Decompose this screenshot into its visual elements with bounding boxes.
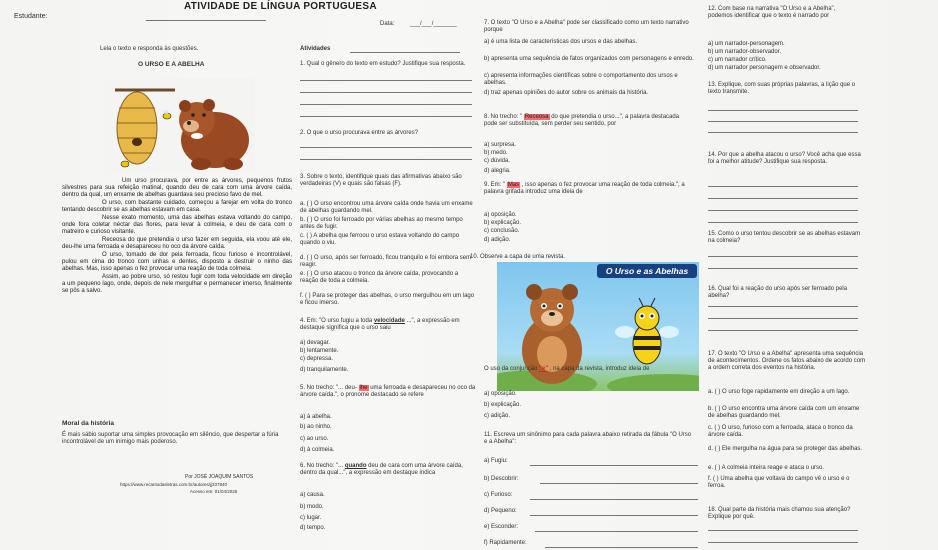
story-paragraph-6: Assim, ao pobre urso, só restou fugir com toda velocidade em direção a um pequeno lago, onde, depois de nele mergulhar e permanecer imerso, finalmente se pôs a salvo.: [62, 274, 292, 294]
moral-text: É mais sábio suportar uma simples provocação em silêncio, que despertar a fúria incontrolável de um inimigo mais poderoso.: [62, 432, 279, 445]
q3-option-a[interactable]: a. ( ) O urso encontrou uma árvore caída onde havia um enxame de abelhas guardando mel.: [300, 201, 473, 214]
student-name-line[interactable]: [146, 20, 266, 21]
q17-item-a[interactable]: a. ( ) O urso foge rapidamente em direção a um lago.: [708, 389, 850, 395]
q6-option-a[interactable]: a) causa.: [300, 492, 325, 498]
answer-line-1d[interactable]: [300, 116, 472, 117]
question-14: 14. Por que a abelha atacou o urso? Você acha que essa foi a melhor atitude? Justifique sua resposta.: [708, 152, 861, 165]
answer-line-1c[interactable]: [300, 104, 472, 105]
q11-item-f: f) Rapidamente:: [484, 540, 527, 546]
q5-text-post: uma ferroada e desapareceu no oco da árvore caída.", o pronome destacado se refere: [300, 385, 476, 398]
q7-option-c[interactable]: c) apresenta informações científicas sobre o comportamento dos ursos e abelhas.: [484, 73, 678, 86]
access-date: Acesso em: 01/04/2025: [190, 489, 238, 494]
beehive-icon: [117, 92, 157, 164]
bear-beehive-illustration: [105, 78, 255, 173]
answer-line-1a[interactable]: [300, 80, 472, 81]
q17-item-c[interactable]: c. ( ) O urso, furioso com a ferroada, ataca o tronco da árvore caída.: [708, 425, 853, 438]
q17-item-b[interactable]: b. ( ) O urso encontra uma árvore caída com um enxame de abelhas guardando mel.: [708, 406, 860, 419]
q8-highlight-word: Receosa: [524, 114, 549, 120]
q17-item-e[interactable]: e. ( ) A colmeia inteira reage e ataca o urso.: [708, 465, 825, 471]
q11-item-a: a) Fugiu:: [484, 458, 508, 464]
q6-option-b[interactable]: b) modo.: [300, 504, 324, 510]
q12-option-c[interactable]: c) um narrador crítico.: [708, 57, 767, 63]
question-18: 18. Qual parte da história mais chamou sua atenção? Explique por quê.: [708, 507, 851, 520]
q5-highlight-word: lhe: [359, 385, 368, 391]
answer-line-15a[interactable]: [708, 256, 858, 257]
question-5: [300, 385, 480, 399]
answer-line-13c[interactable]: [708, 132, 858, 133]
story-body: [62, 178, 292, 296]
q5-option-b[interactable]: b) ao ninho.: [300, 424, 332, 430]
q5-option-a[interactable]: a) à abelha.: [300, 414, 332, 420]
q7-option-a[interactable]: a) é uma lista de características dos ursos e das abelhas.: [484, 39, 638, 45]
story-paragraph-5: O urso, tomado de dor pela ferroada, ficou furioso e incontrolável, pulou em cima do tronco com unhas e dentes, disposto a destruir o ninho das abelhas. Mas, isso apenas o fez provocar uma reação de toda colmeia.: [62, 252, 292, 272]
q3-option-b[interactable]: b. ( ) O urso foi ferroado por várias abelhas ao mesmo tempo antes de fugir.: [300, 217, 463, 230]
answer-line-14d[interactable]: [708, 222, 858, 223]
q10-option-a[interactable]: a) oposição.: [484, 391, 517, 397]
answer-line-14a[interactable]: [708, 186, 858, 187]
question-7: 7. O texto "O Urso e a Abelha" pode ser classificado como um texto narrativo porque: [484, 20, 689, 33]
story-paragraph-3: Nesse exato momento, uma das abelhas estava voltando do campo, onde fora coletar néctar das flores, para levar à colmeia, e deu de cara com o matreiro e curioso visitante.: [62, 215, 292, 235]
q8-text-post: do que pretendia o urso...", a palavra destacada pode ser substituída, sem perder seu sentido, por: [484, 114, 680, 127]
q3-option-d[interactable]: d. ( ) O urso, após ser ferroado, ficou tranquilo e foi embora sem reagir.: [300, 255, 472, 268]
q9-option-b[interactable]: b) explicação.: [484, 220, 522, 226]
student-label: Estudante:: [14, 13, 48, 20]
q3-option-e[interactable]: e. ( ) O urso atacou o tronco da árvore caída, provocando a reação de toda a colmeia.: [300, 271, 459, 284]
q4-option-d[interactable]: d) tranquilamente.: [300, 367, 349, 373]
q11-answer-a[interactable]: [530, 465, 698, 466]
q6-text-post: deu de cara com uma árvore caída, dentro da qual...", a expressão em destaque indica: [300, 463, 463, 476]
answer-line-15b[interactable]: [708, 268, 858, 269]
q7-option-d[interactable]: d) traz apenas opiniões do autor sobre os animais da história.: [484, 90, 649, 96]
q9-option-a[interactable]: a) oposição.: [484, 212, 517, 218]
q5-option-d[interactable]: d) à colmeia.: [300, 447, 335, 453]
q5-text-pre: 5. No trecho: "... deu-: [300, 385, 357, 391]
q10-text-post: , na capa da revista, introduz ideia de: [549, 366, 650, 372]
q12-option-d[interactable]: d) um narrador personagem e observador.: [708, 65, 821, 71]
q11-answer-f[interactable]: [545, 547, 698, 548]
answer-line-16b[interactable]: [708, 318, 858, 319]
answer-line-16c[interactable]: [708, 330, 858, 331]
q5-option-c[interactable]: c) ao urso.: [300, 436, 329, 442]
instruction-text: Leia o texto e responda às questões.: [100, 46, 199, 52]
q10-text-pre: O uso da conjunção: [484, 366, 538, 372]
q6-highlight-word: quando: [344, 463, 367, 469]
q12-option-b[interactable]: b) um narrador-observador.: [708, 49, 782, 55]
answer-line-13a[interactable]: [708, 110, 858, 111]
question-9: [484, 182, 694, 196]
question-13: 13. Explique, com suas próprias palavras, a lição que o texto transmite.: [708, 82, 856, 95]
answer-line-13b[interactable]: [708, 121, 858, 122]
question-8: [484, 114, 694, 128]
q11-answer-e[interactable]: [535, 531, 698, 532]
q3-option-f[interactable]: f. ( ) Para se proteger das abelhas, o urso mergulhou em um lago e ficou imerso.: [300, 293, 475, 306]
question-3: 3. Sobre o texto, identifique quais das afirmativas abaixo são verdadeiras (V) e quais são falsas (F).: [300, 174, 462, 187]
question-11: 11. Escreva um sinônimo para cada palavra abaixo retirada da fábula "O Urso e a Abelha":: [484, 432, 692, 445]
q4-highlight-word: velocidade: [373, 318, 405, 324]
magazine-title: O Urso e as Abelhas: [605, 266, 689, 276]
q11-answer-c[interactable]: [530, 499, 698, 500]
q17-item-f[interactable]: f. ( ) Uma abelha que voltava do campo vê o urso e o ferroa.: [708, 476, 850, 489]
question-6: [300, 463, 480, 477]
q4-text-post: ...", a expressão em destaque significa que o urso saiu: [300, 318, 460, 331]
q6-option-c[interactable]: c) lugar.: [300, 515, 322, 521]
q11-answer-b[interactable]: [540, 483, 698, 484]
answer-line-2a[interactable]: [300, 147, 472, 148]
question-16: 16. Qual foi a reação do urso após ser ferroado pela abelha?: [708, 286, 848, 299]
q7-option-b[interactable]: b) apresenta uma sequência de fatos organizados com personagens e enredo.: [484, 56, 694, 62]
date-field[interactable]: ___/___/_______: [410, 21, 457, 27]
activities-line: [350, 52, 460, 53]
q10-option-c[interactable]: c) adição.: [484, 413, 511, 419]
q4-option-c[interactable]: c) depressa.: [300, 356, 334, 362]
q8-text-pre: 8. No trecho: ": [484, 114, 523, 120]
question-12: 12. Com base na narrativa "O Urso e a Abelha", podemos identificar que o texto é narrado por: [708, 6, 836, 19]
question-4: [300, 318, 480, 332]
q11-item-d: d) Pequeno:: [484, 508, 517, 514]
q9-text-pre: 9. Em: ": [484, 182, 506, 188]
question-1: 1. Qual o gênero do texto em estudo? Justifique sua resposta.: [300, 61, 466, 67]
question-2: 2. O que o urso procurava entre as árvores?: [300, 130, 419, 136]
source-link[interactable]: https://www.recantodasletras.com.br/autores/jj337840: [120, 482, 228, 487]
answer-line-14b[interactable]: [708, 198, 858, 199]
q4-option-a[interactable]: a) devagar.: [300, 340, 331, 346]
q12-option-a[interactable]: a) um narrador-personagem.: [708, 41, 785, 47]
author-credit: Por JOSÉ JOAQUIM SANTOS: [185, 474, 254, 480]
question-10: 10. Observe a capa de uma revista.: [470, 254, 566, 260]
q9-text-post: , isso apenas o fez provocar uma reação de toda colmeia.", a palavra grifada introduz uma ideia de: [484, 182, 685, 195]
answer-line-16a[interactable]: [708, 306, 858, 307]
q10-option-b[interactable]: b) explicação.: [484, 402, 522, 408]
story-paragraph-1: Um urso procurava, por entre as árvores, pequenos frutos silvestres para sua refeição matinal, quando deu de cara com uma árvore caída, dentro da qual, um enxame de abelhas guardava seu precioso favo de mel.: [62, 178, 292, 198]
answer-line-1b[interactable]: [300, 92, 472, 93]
q9-highlight-word: Mas: [507, 182, 520, 188]
answer-line-18a[interactable]: [708, 530, 858, 531]
q11-item-b: b) Descobrir:: [484, 476, 519, 482]
moral-title: Moral da história: [62, 420, 115, 427]
activities-label: Atividades: [300, 46, 331, 52]
answer-line-2b[interactable]: [300, 159, 472, 160]
q6-text-pre: 6. No trecho: "...: [300, 463, 344, 469]
q17-item-d[interactable]: d. ( ) Ele mergulha na água para se proteger das abelhas.: [708, 446, 863, 452]
story-title: O URSO E A ABELHA: [138, 61, 205, 68]
q11-item-c: c) Furioso:: [484, 492, 513, 498]
q10-highlight-word: "e": [539, 366, 549, 372]
answer-line-14c[interactable]: [708, 210, 858, 211]
q9-option-c[interactable]: c) conclusão.: [484, 228, 520, 234]
question-17: 17. O texto "O Urso e a Abelha" apresenta uma sequência de acontecimentos. Ordene os fatos abaixo de acordo com a ordem correta dos eventos na história.: [708, 351, 866, 371]
story-paragraph-2: O urso, com bastante cuidado, começou a farejar em volta do tronco tentando descobrir se as abelhas estavam em casa.: [62, 200, 292, 213]
answer-line-18b[interactable]: [708, 542, 858, 543]
q4-option-b[interactable]: b) lentamente.: [300, 348, 339, 354]
q4-text-pre: 4. Em: "O urso fugiu a toda: [300, 318, 373, 324]
question-15: 15. Como o urso tentou descobrir se as abelhas estavam na colmeia?: [708, 231, 861, 244]
q8-option-a[interactable]: a) surpresa.: [484, 142, 517, 148]
page-title: ATIVIDADE DE LÍNGUA PORTUGUESA: [184, 1, 377, 12]
q9-option-d[interactable]: d) adição.: [484, 237, 511, 243]
q10-text: [484, 366, 694, 373]
q11-answer-d[interactable]: [530, 515, 698, 516]
q6-option-d[interactable]: d) tempo.: [300, 525, 326, 531]
q3-option-c[interactable]: c. ( ) A abelha que ferroou o urso estava voltando do campo quando o viu.: [300, 233, 460, 246]
date-label: Data:: [380, 21, 395, 27]
q8-option-b[interactable]: b) medo.: [484, 150, 508, 156]
story-paragraph-4: Receosa do que pretendia o urso fazer em seguida, ela voou até ele, deu-lhe uma ferroada e desapareceu no oco da árvore caída.: [62, 237, 292, 250]
q8-option-c[interactable]: c) dúvida.: [484, 158, 511, 164]
q8-option-d[interactable]: d) alegria.: [484, 168, 511, 174]
q11-item-e: e) Esconder:: [484, 524, 519, 530]
